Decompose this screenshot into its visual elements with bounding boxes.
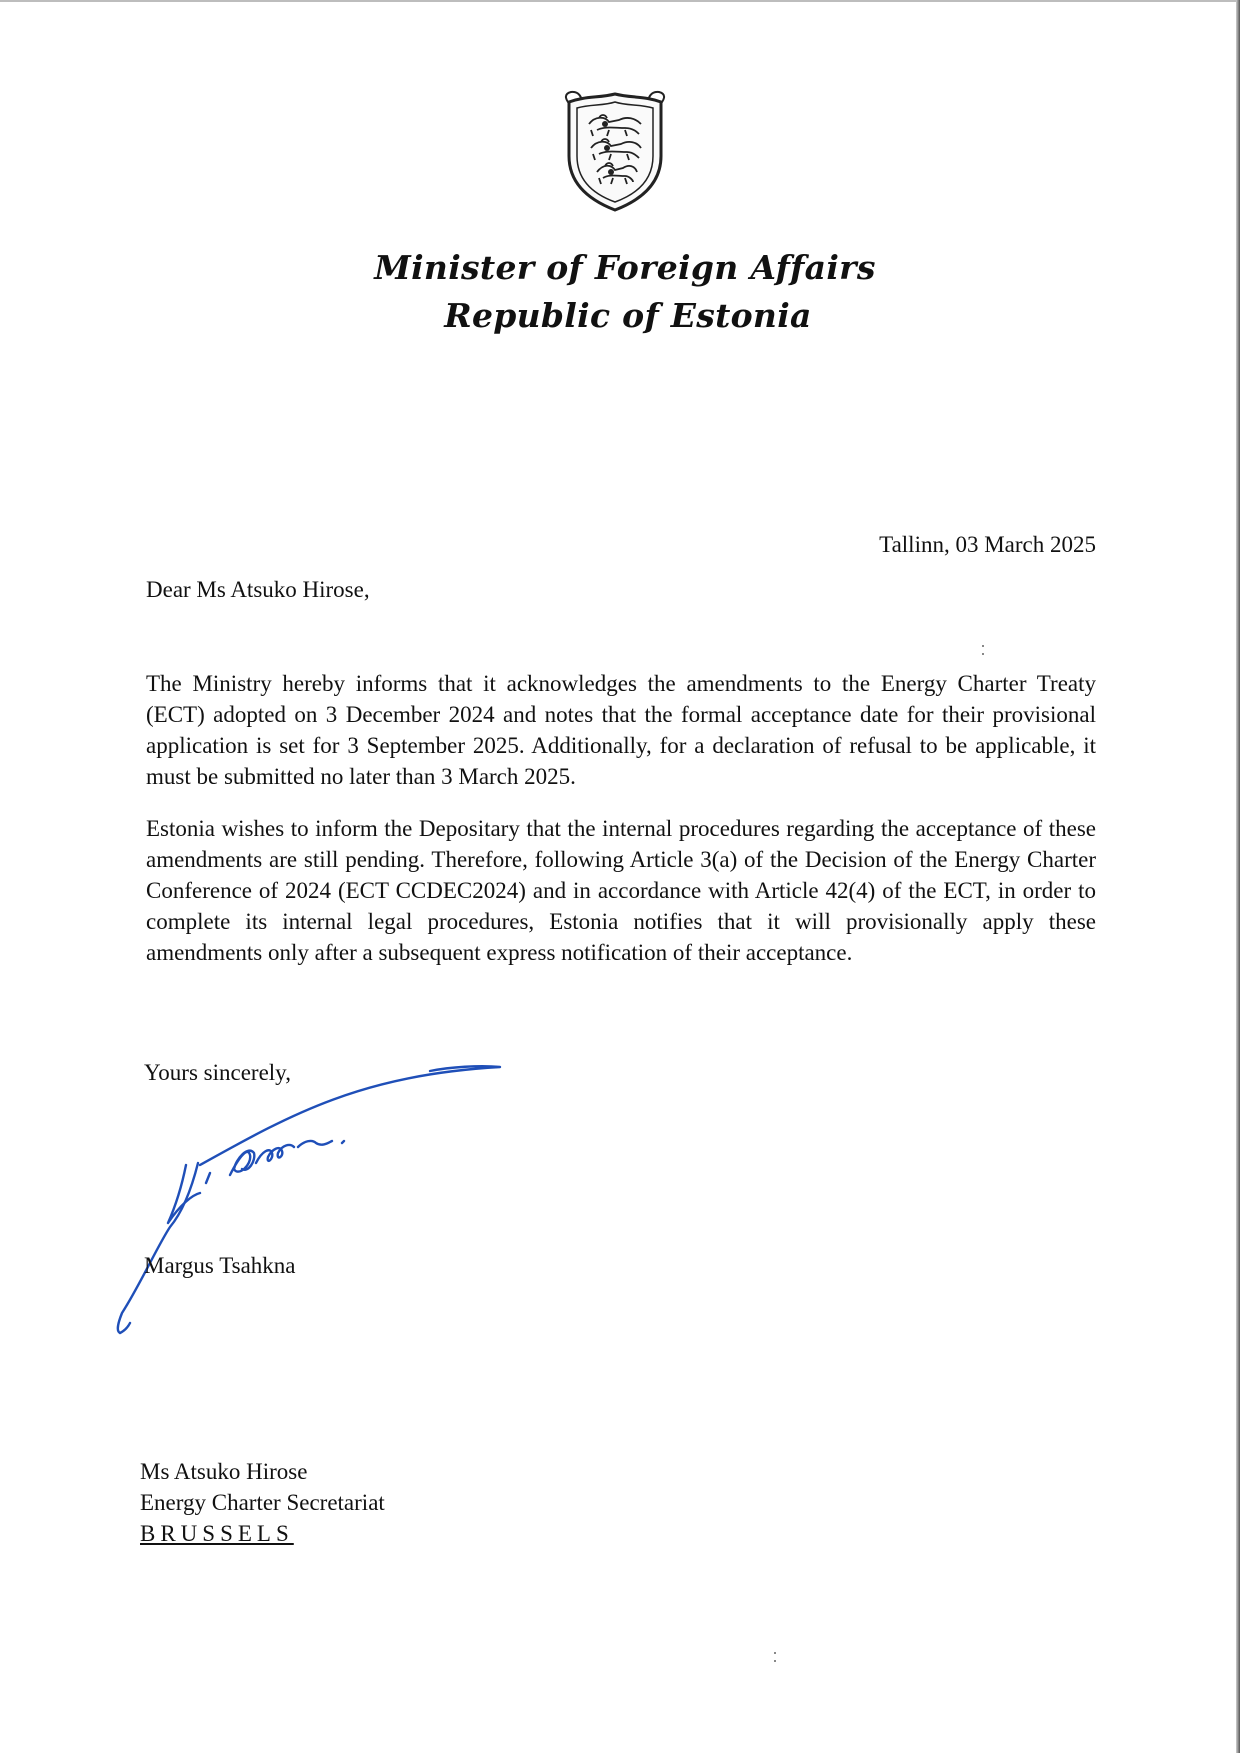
letterhead-subtitle: Republic of Estonia [444, 296, 812, 335]
scan-speck [982, 653, 984, 655]
letterhead-title: Minister of Foreign Affairs [374, 248, 876, 287]
scan-edge-top [0, 0, 1240, 2]
salutation: Dear Ms Atsuko Hirose, [146, 577, 370, 602]
body-paragraph-2: Estonia wishes to inform the Depositary that the internal procedures regarding the acceptance of these amendments are still pending. Therefore, following Article 3(a) of the Decision of the Energy Charter Conference of 2024 (ECT CCDEC2024) and in accordance with Article 42(4) of the ECT, in order to complete its internal legal procedures, Estonia notifies that it will provisionally apply these amendments only after a subsequent express notification of their acceptance. [146, 816, 1096, 965]
scan-speck [982, 645, 984, 647]
estonia-coat-of-arms-icon [555, 86, 675, 212]
closing: Yours sincerely, [144, 1060, 291, 1085]
signer-name: Margus Tsahkna [144, 1253, 296, 1278]
recipient-name: Ms Atsuko Hirose [140, 1459, 308, 1484]
recipient-city: BRUSSELS [140, 1521, 294, 1546]
place-date: Tallinn, 03 March 2025 [879, 532, 1096, 557]
scan-speck [774, 1652, 776, 1654]
scan-speck [774, 1660, 776, 1662]
body-paragraph-1: The Ministry hereby informs that it acknowledges the amendments to the Energy Charter Treaty (ECT) adopted on 3 December 2024 and notes that the formal acceptance date for their provisional application is set for 3 September 2025. Additionally, for a declaration of refusal to be applicable, it must be submitted no later than 3 March 2025. [146, 671, 1096, 789]
handwritten-signature [110, 1055, 510, 1355]
recipient-organization: Energy Charter Secretariat [140, 1490, 385, 1515]
